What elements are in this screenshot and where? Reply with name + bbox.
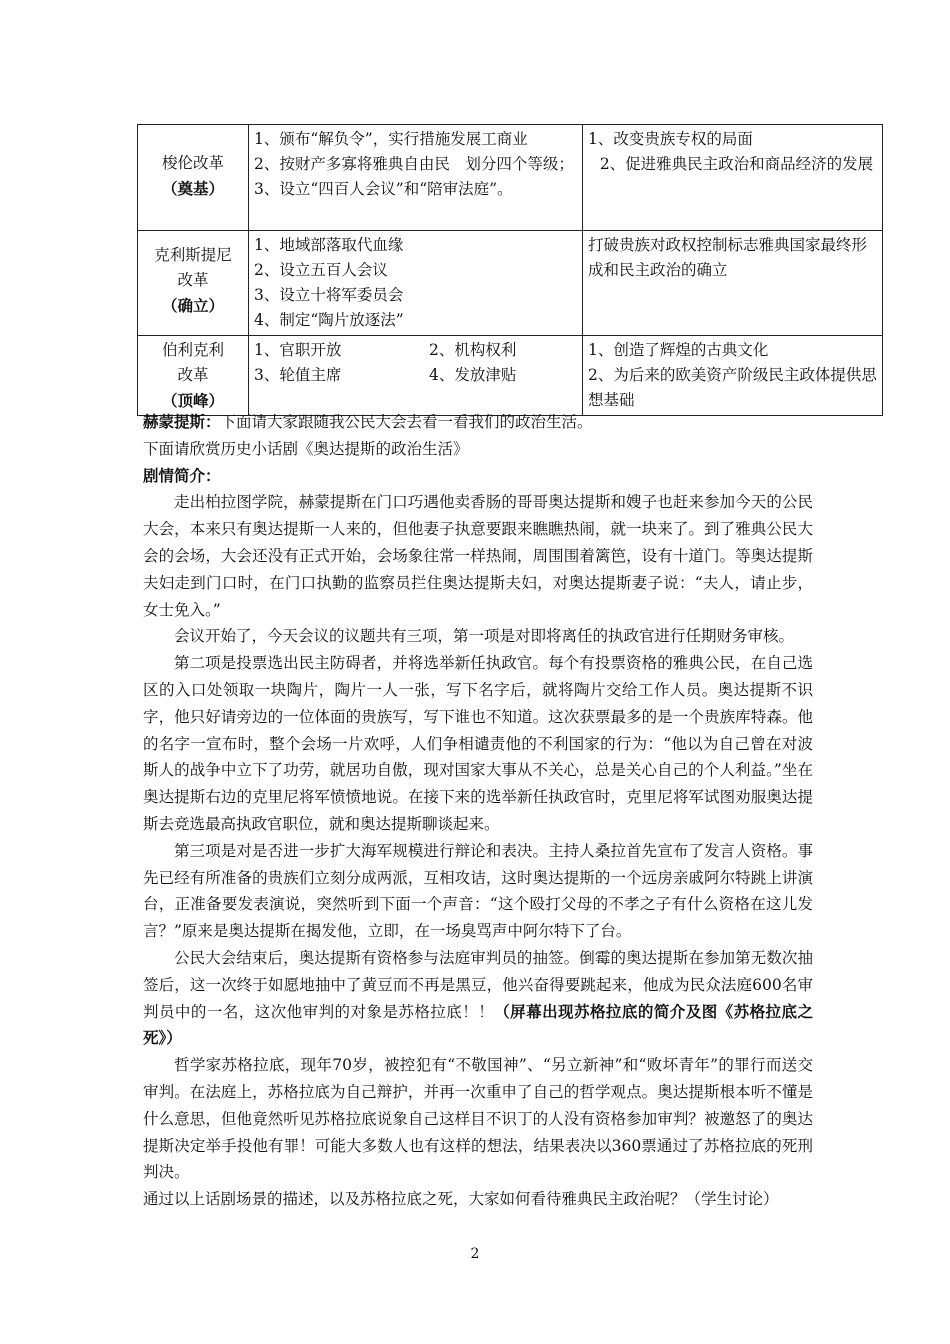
table-row [138,336,883,416]
reform-name-cell [138,336,249,416]
measure-item: 2、机构权利 [429,341,517,359]
paragraph: 哲学家苏格拉底，现年70岁，被控犯有“不敬国神”、“另立新神”和“败坏青年”的罪行而送交审判。在法庭上，苏格拉底为自己辩护，并再一次重申了自己的哲学观点。奥达提斯根本听不懂是什么意思，但他竟然听见苏格拉底说象自己这样目不识丁的人没有资格参加审判？被邀怒了的奥达提斯决定举手投他有罪！可能大多数人也有这样的想法，结果表决以360票通过了苏格拉底的死刑判决。 [143,1056,813,1182]
table-row [138,125,883,231]
effect-item: 1、改变贵族专权的局面 [588,130,753,148]
effect-item: 2、促进雅典民主政治和商品经济的发展 [599,155,874,173]
effect-item: 打破贵族对政权控制标志雅典国家最终形成和民主政治的确立 [588,236,868,279]
reform-stage: （确立） [161,296,224,315]
table-row [138,231,883,336]
paragraph-text: 公民大会结束后，奥达提斯有资格参与法庭审判员的抽签。倒霉的奥达提斯在参加第无数次抽签后，这一次终于如愿地抽中了黄豆而不再是黑豆，他兴奋得要跳起来，他成为民众法庭600名审判员中的一名，这次他审判的对象是苏格拉底！！ [143,948,813,1021]
measure-item: 4、制定“陶片放逐法” [254,311,404,329]
speaker-name: 赫蒙提斯： [143,412,221,431]
measure-item: 2、设立五百人会议 [254,261,388,279]
measure-item: 1、颁布“解负令”，实行措施发展工商业 [254,130,528,148]
measure-item: 2、按财产多寡将雅典自由民 划分四个等级； [254,155,574,173]
discussion-question: 通过以上话剧场景的描述，以及苏格拉底之死，大家如何看待雅典民主政治呢？（学生讨论） [143,1190,779,1209]
paragraph: 走出柏拉图学院，赫蒙提斯在门口巧遇他卖香肠的哥哥奥达提斯和嫂子也赶来参加今天的公民大会，本来只有奥达提斯一人来的，但他妻子执意要跟来瞧瞧热闹，就一块来了。到了雅典公民大会的会场，大会还没有正式开始，会场象往常一样热闹，周围围着篱笆，设有十道门。等奥达提斯夫妇走到门口时，在门口执勤的监察员拦住奥达提斯夫妇，对奥达提斯妻子说：“夫人，请止步，女士免入。” [143,493,813,619]
reform-table [137,124,883,416]
paragraph: 第三项是对是否进一步扩大海军规模进行辩论和表决。主持人桑拉首先宣布了发言人资格。事先已经有所准备的贵族们立刻分成两派，互相攻诘，这时奥达提斯的一个远房亲戚阿尔特跳上讲演台，正准备要发表演说，突然听到下面一个声音：“这个殴打父母的不孝之子有什么资格在这儿发言？”原来是奥达提斯在揭发他，立即，在一场臭骂声中阿尔特下了台。 [143,841,813,941]
speaker-text: 下面请大家跟随我公民大会去看一看我们的政治生活。 [220,413,593,431]
reform-effects-cell [583,336,883,416]
reform-name-cell [138,125,249,231]
measure-grid-row [254,338,577,363]
measure-item: 1、地域部落取代血缘 [254,236,404,254]
measure-item: 3、轮值主席 [254,366,342,384]
reform-measures-cell [249,125,583,231]
measure-item: 4、发放津贴 [429,366,517,384]
synopsis-heading: 剧情简介： [143,465,221,485]
reform-stage: （顶峰） [161,391,224,410]
intro-line: 下面请欣赏历史小话剧《奥达提斯的政治生活》 [143,439,469,458]
reform-name: 梭伦改革 [161,154,224,172]
reform-effects-cell [583,125,883,231]
effect-item: 1、创造了辉煌的古典文化 [588,341,769,359]
reform-name: 伯利克利改革 [161,341,224,384]
measure-grid-row [254,363,577,388]
measure-item: 3、设立十将军委员会 [254,286,404,304]
measure-item: 1、官职开放 [254,341,342,359]
reform-measures-cell [249,336,583,416]
page-number: 2 [470,1246,480,1262]
speaker-line [143,409,813,436]
paragraph [143,945,813,1052]
screen-note: （屏幕出现苏格拉底的简介及图《苏格拉底之死》） [143,1001,813,1048]
reform-stage: （奠基） [161,179,224,198]
measure-item: 3、设立“四百人会议”和“陪审法庭”。 [254,180,513,198]
paragraph: 第二项是投票选出民主防碍者，并将选举新任执政官。每个有投票资格的雅典公民，在自己选区的入口处领取一块陶片，陶片一人一张，写下名字后，就将陶片交给工作人员。奥达提斯不识字，他只好请旁边的一位体面的贵族写，写下谁也不知道。这次获票最多的是一个贵族库特森。他的名字一宣布时，整个会场一片欢呼，人们争相谴责他的不利国家的行为：“他以为自己曾在对波斯人的战争中立下了功劳，就居功自傲，现对国家大事从不关心，总是关心自己的个人利益。”坐在奥达提斯右边的克里尼将军愤愤地说。在接下来的选举新任执政官时，克里尼将军试图劝服奥达提斯去竞选最高执政官职位，就和奥达提斯聊谈起来。 [143,654,813,833]
reform-effects-cell [583,231,883,336]
paragraph: 会议开始了，今天会议的议题共有三项，第一项是对即将离任的执政官进行任期财务审核。 [174,627,795,646]
reform-measures-cell [249,231,583,336]
document-body [143,409,813,1213]
reform-name: 克利斯提尼改革 [154,246,232,289]
effect-item: 2、为后来的欧美资产阶级民主政体提供思想基础 [588,366,877,409]
reform-name-cell [138,231,249,336]
